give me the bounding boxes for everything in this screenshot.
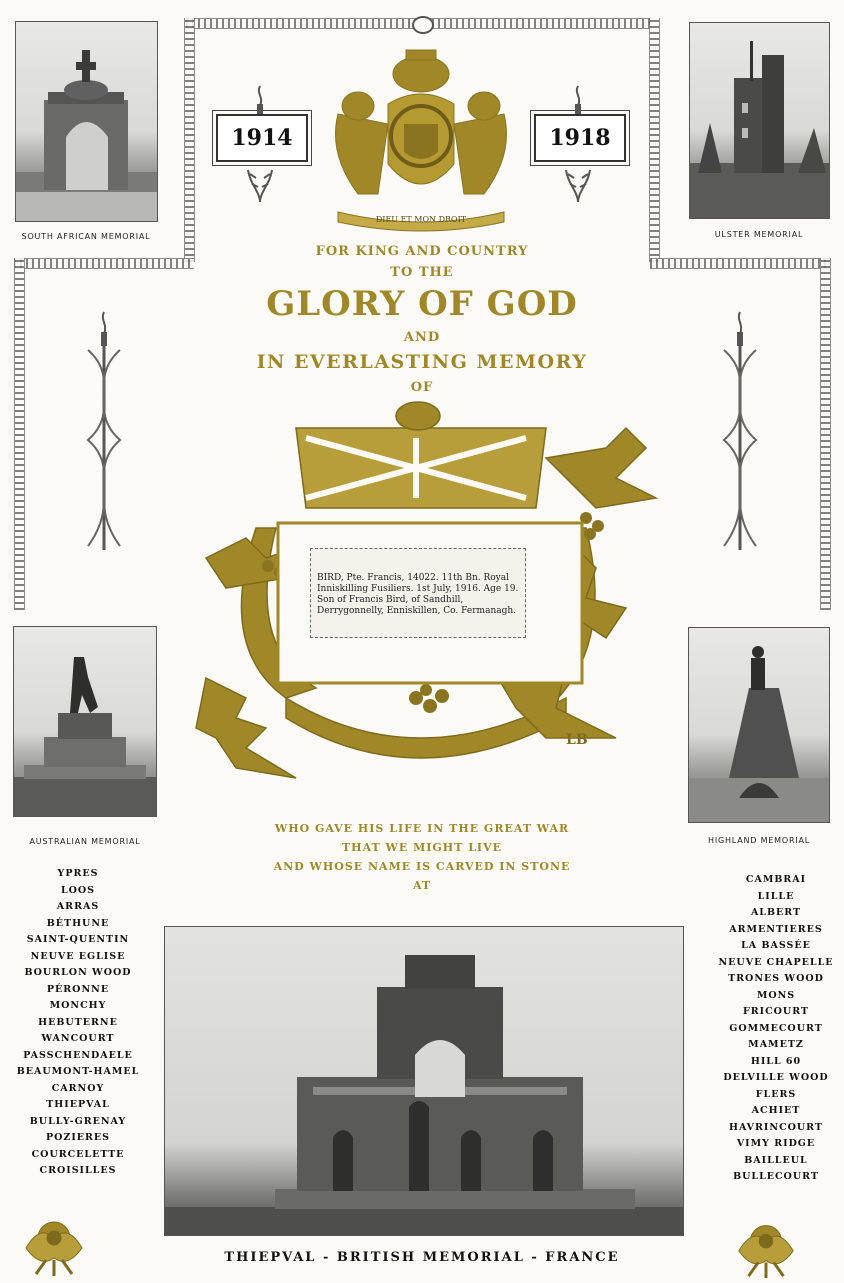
inscription-plate [310,548,526,638]
place-name: BAILLEUL [744,1154,808,1166]
place-name: BOURLON WOOD [24,967,132,978]
place-name: DELVILLE WOOD [723,1072,829,1083]
ulster-memorial-photo [689,22,830,219]
place-name: ACHIET [751,1105,801,1116]
torch-wreath-icon [82,310,126,554]
place-name: FRICOURT [742,1006,809,1017]
place-name: VIMY RIDGE [736,1138,816,1149]
south-african-memorial-caption: SOUTH AFRICAN MEMORIAL [21,232,151,241]
torch-wreath-icon [240,84,280,206]
header-line-2: TO THE [390,265,454,280]
ulster-memorial-caption: ULSTER MEMORIAL [714,230,804,239]
place-name: PÉRONNE [46,983,110,995]
highland-memorial-caption: HIGHLAND MEMORIAL [708,836,810,845]
place-name: HEBUTERNE [38,1016,118,1028]
place-name: TRONES WOOD [728,973,824,984]
place-name: ARMENTIERES [729,923,823,935]
australian-memorial-photo [13,626,157,817]
header-line-6: OF [410,380,434,395]
place-name: WANCOURT [41,1033,115,1044]
torch-wreath-icon [718,310,762,554]
highland-memorial-photo [688,627,830,823]
place-name: CARNOY [51,1082,105,1094]
top-center-ornament-icon [412,16,434,34]
place-name: COURCELETTE [31,1148,125,1160]
place-name: ALBERT [750,907,802,918]
place-name: POZIERES [45,1132,111,1143]
header-line-3: GLORY OF GOD [266,284,578,324]
left-upper-border [184,18,195,262]
dedication-line-3: AND WHOSE NAME IS CARVED IN STONE [273,860,571,873]
header-line-4: AND [403,330,441,345]
header-line-1: FOR KING AND COUNTRY [315,244,529,259]
dedication-line-2: THAT WE MIGHT LIVE [341,841,503,854]
place-name: HAVRINCOURT [729,1121,823,1133]
australian-memorial-caption: AUSTRALIAN MEMORIAL [29,837,141,846]
place-name: BULLECOURT [733,1171,819,1182]
torch-wreath-icon [558,84,598,206]
year-1914-box: 1914 [216,114,308,162]
place-name: NEUVE EGLISE [30,950,126,962]
place-name: MONCHY [49,1000,107,1011]
place-name: PASSCHENDAELE [23,1049,133,1061]
thiepval-memorial-photo [164,926,684,1236]
place-name: HILL 60 [750,1055,802,1067]
place-name: MONS [756,989,796,1001]
header-line-5: IN EVERLASTING MEMORY [256,351,588,373]
place-name: LILLE [757,890,795,902]
place-name: LA BASSÉE [741,940,811,951]
south-african-memorial-photo [15,21,158,222]
place-name: GOMMECOURT [729,1022,823,1034]
place-name: BÉTHUNE [46,917,110,929]
place-name: BEAUMONT-HAMEL [16,1066,140,1077]
place-name: NEUVE CHAPELLE [718,956,834,968]
dedication-line-1: WHO GAVE HIS LIFE IN THE GREAT WAR [274,822,570,835]
place-name: FLERS [755,1088,797,1100]
place-name: MAMETZ [748,1039,804,1050]
place-name: YPRES [57,868,99,879]
place-name: THIEPVAL [46,1099,110,1110]
rose-emblem-icon [16,1208,92,1278]
dedication-line-4: AT [412,879,432,892]
place-name: SAINT-QUENTIN [26,934,130,945]
artist-monogram: LB [566,732,588,748]
right-upper-border [649,18,660,262]
places-list-right [708,872,844,1186]
rose-emblem-icon [728,1212,804,1280]
place-name: ARRAS [56,901,100,912]
place-name: CAMBRAI [745,874,807,885]
royal-coat-of-arms-icon [318,44,524,234]
inscription-text: BIRD, Pte. Francis, 14022. 11th Bn. Royal Inniskilling Fusiliers. 1st July, 1916. Age 19. Son of Francis Bird, of Sandhill, Derrygonnelly, Enniskillen, Co. Fermanagh. [317,573,519,616]
place-name: CROISILLES [39,1165,117,1176]
place-name: LOOS [60,884,96,896]
footer-caption: THIEPVAL - BRITISH MEMORIAL - FRANCE [224,1250,620,1265]
places-list-left [8,866,148,1180]
motto-banner-text: DIEU ET MON DROIT [375,215,467,224]
place-name: BULLY-GRENAY [29,1115,127,1127]
year-1918-box: 1918 [534,114,626,162]
